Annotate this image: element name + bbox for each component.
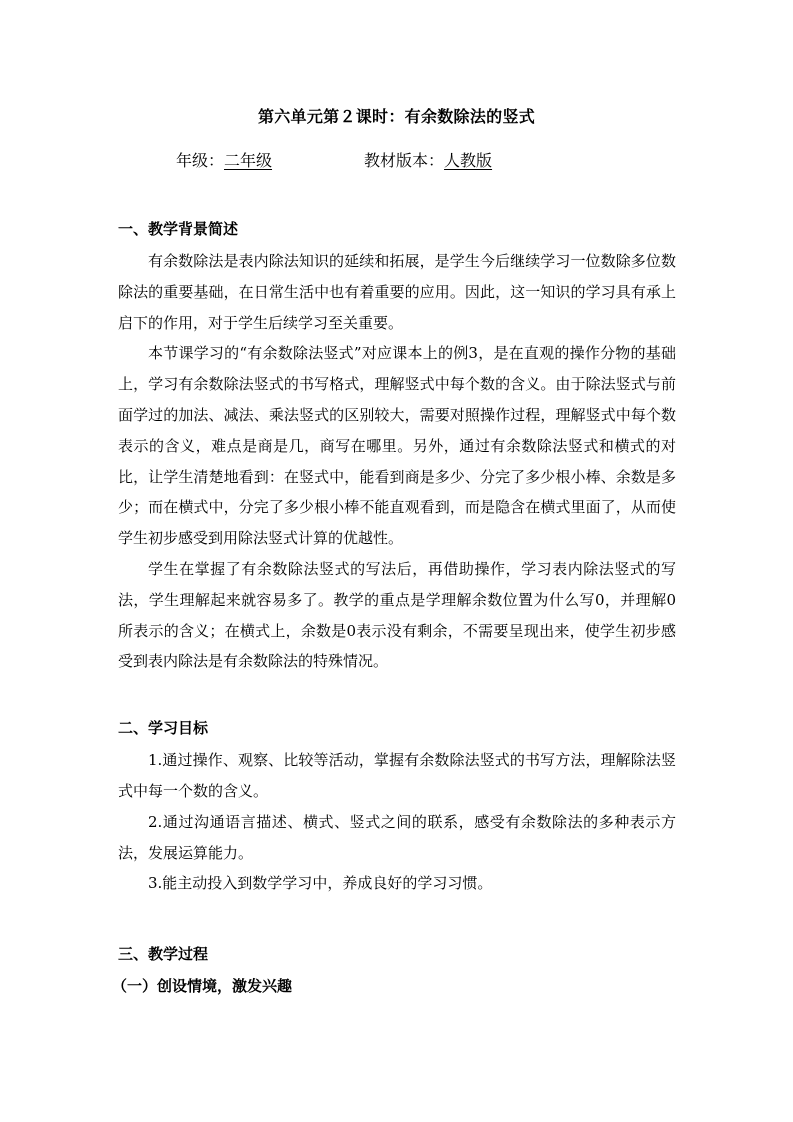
lesson-meta xyxy=(176,148,492,171)
section-heading-objectives: 二、学习目标 xyxy=(118,719,209,738)
paragraph: 有余数除法是表内除法知识的延续和拓展，是学生今后继续学习一位数除多位数除法的重要基础，在日常生活中也有着重要的应用。因此，这一知识的学习具有承上启下的作用，对于学生后续学习至关重要。 xyxy=(118,252,676,332)
document-body xyxy=(112,218,676,997)
grade-value: 二年级 xyxy=(224,151,273,170)
edition-label: 教材版本： xyxy=(364,151,445,170)
paragraph: 本节课学习的“有余数除法竖式”对应课本上的例3，是在直观的操作分物的基础上，学习有余数除法竖式的书写格式，理解竖式中每个数的含义。由于除法竖式与前面学过的加法、减法、乘法竖式的区别较大，需要对照操作过程，理解竖式中每个数表示的含义，难点是商是几，商写在哪里。另外，通过有余数除法竖式和横式的对比，让学生清楚地看到：在竖式中，能看到商是多少、分完了多少根小棒、余数是多少；而在横式中，分完了多少根小棒不能直观看到，而是隐含在横式里面了，从而使学生初步感受到用除法竖式计算的优越性。 xyxy=(118,344,676,548)
edition-value: 人教版 xyxy=(444,151,493,170)
subsection-heading: （一）创设情境，激发兴趣 xyxy=(112,977,293,996)
objective-item: 1.通过操作、观察、比较等活动，掌握有余数除法竖式的书写方法，理解除法竖式中每一个数的含义。 xyxy=(118,751,676,800)
paragraph: 学生在掌握了有余数除法竖式的写法后，再借助操作，学习表内除法竖式的写法，学生理解起来就容易多了。教学的重点是学理解余数位置为什么写0，并理解0所表示的含义；在横式上，余数是0表示没有剩余，不需要呈现出来，使学生初步感受到表内除法是有余数除法的特殊情况。 xyxy=(118,559,676,671)
page-title: 第六单元第２课时：有余数除法的竖式 xyxy=(257,107,536,126)
objective-item: 2.通过沟通语言描述、横式、竖式之间的联系，感受有余数除法的多种表示方法，发展运算能力。 xyxy=(118,812,676,862)
grade-label: 年级： xyxy=(176,151,225,170)
objective-item: 3.能主动投入到数学学习中，养成良好的学习习惯。 xyxy=(148,874,493,893)
section-heading-process: 三、教学过程 xyxy=(118,945,209,964)
section-heading-background: 一、教学背景简述 xyxy=(118,220,239,238)
